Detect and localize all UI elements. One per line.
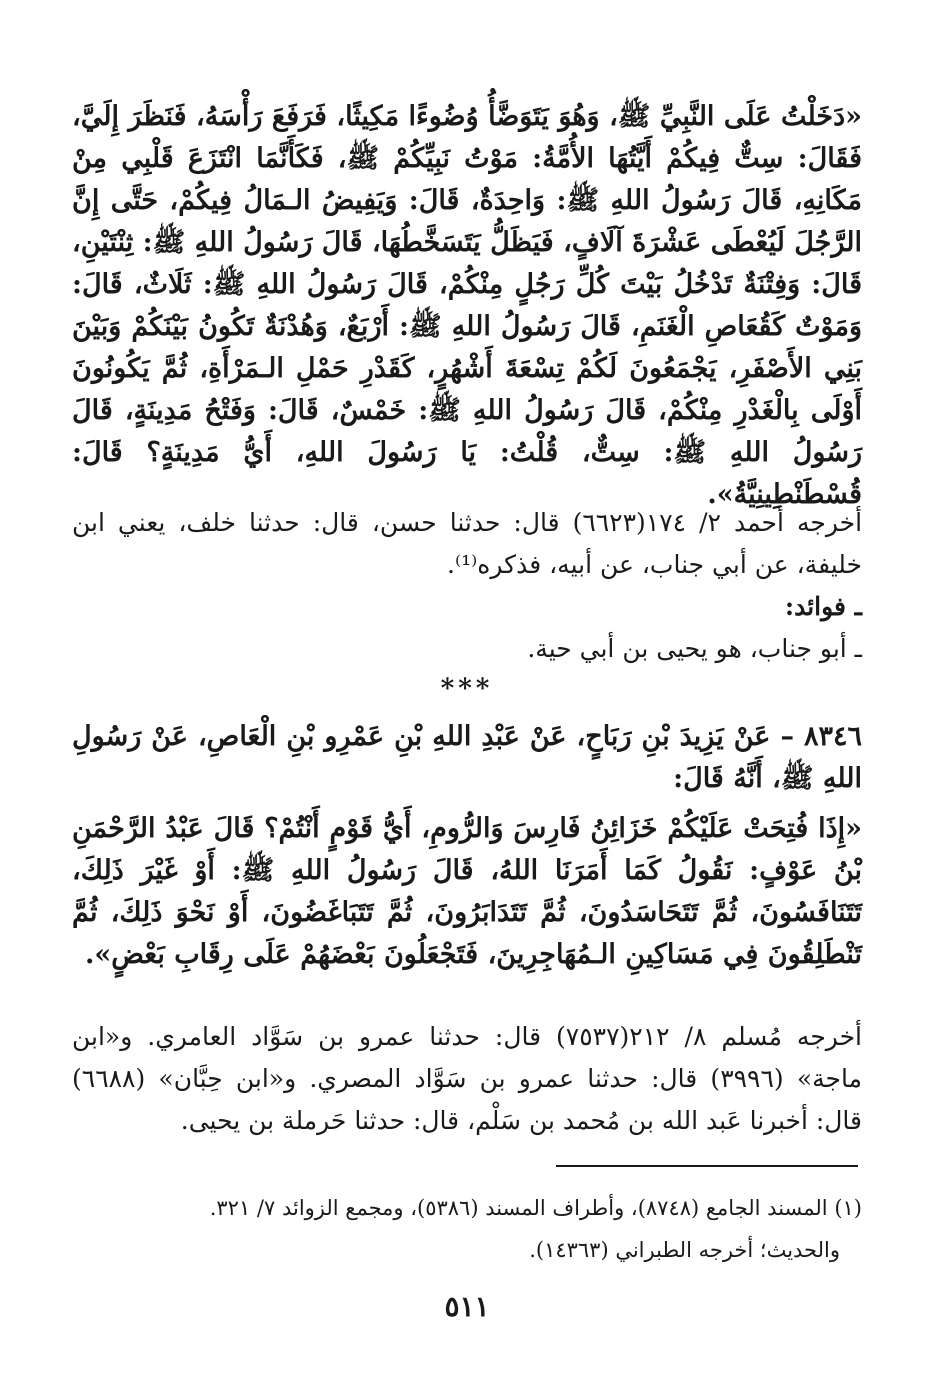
footnote-1: (١) المسند الجامع (٨٧٤٨)، وأطراف المسند (٥٣٨٦)، ومجمع الزوائد ٧/ ٣٢١. <box>209 1196 862 1220</box>
footnote-1-continuation: والحديث؛ أخرجه الطبراني (١٤٣٦٣). <box>529 1238 840 1262</box>
hadith-2-header: ٨٣٤٦ – عَنْ يَزِيدَ بْنِ رَبَاحٍ، عَنْ عَبْدِ اللهِ بْنِ عَمْرِو بْنِ الْعَاصِ، عَنْ رَسُولِ اللهِ ﷺ، أَنَّهُ قَالَ: <box>72 721 862 794</box>
hadith-2-takhrij: أخرجه مُسلم ٨/ ٢١٢(٧٥٣٧) قال: حدثنا عمرو بن سَوَّاد العامري. و«ابن ماجة» (٣٩٩٦) قال: حدثنا عمرو بن سَوَّاد المصري. و«ابن حِبَّان» (٦٦٨٨) قال: أخبرنا عَبد الله بن مُحمد بن سَلْم، قال: حدثنا حَرملة بن يحيى. <box>72 1022 862 1135</box>
fawaid-item: ـ أبو جناب، هو يحيى بن أبي حية. <box>527 634 862 663</box>
hadith-2-matn: «إِذَا فُتِحَتْ عَلَيْكُمْ خَزَائِنُ فَارِسَ وَالرُّومِ، أَيُّ قَوْمٍ أَنْتُمْ؟ قَالَ عَبْدُ الرَّحْمَنِ بْنُ عَوْفٍ: نَقُولُ كَمَا أَمَرَنَا اللهُ، قَالَ رَسُولُ اللهِ ﷺ: أَوْ غَيْرَ ذَلِكَ، تَتَنَافَسُونَ، ثُمَّ تَتَحَاسَدُونَ، ثُمَّ تَتَدَابَرُونَ، ثُمَّ تَتَبَاغَضُونَ، أَوْ نَحْوَ ذَلِكَ، ثُمَّ تَنْطَلِقُونَ فِي مَسَاكِينِ الـمُهَاجِرِينَ، فَتَجْعَلُونَ بَعْضَهُمْ عَلَى رِقَابِ بَعْضٍ». <box>72 813 862 970</box>
hadith-1-takhrij: أخرجه أحمد ٢/ ١٧٤(٦٦٢٣) قال: حدثنا حسن، قال: حدثنا خلف، يعني ابن خليفة، عن أبي جناب، عن أبيه، فذكره⁽¹⁾. <box>72 508 863 579</box>
fawaid-heading: ـ فوائد: <box>784 592 862 621</box>
section-separator: *** <box>440 674 494 704</box>
hadith-1-matn: «دَخَلْتُ عَلَى النَّبِيِّ ﷺ، وَهُوَ يَتَوَضَّأُ وُضُوءًا مَكِيثًا، فَرَفَعَ رَأْسَهُ، فَنَظَرَ إِلَيَّ، فَقَالَ: سِتٌّ فِيكُمْ أَيَّتُهَا الأُمَّةُ: مَوْتُ نَبِيِّكُمْ ﷺ، فَكَأَنَّمَا انْتَزَعَ قَلْبِي مِنْ مَكَانِهِ، قَالَ رَسُولُ اللهِ ﷺ: وَاحِدَةٌ، قَالَ: وَيَفِيضُ الـمَالُ فِيكُمْ، حَتَّى إِنَّ الرَّجُلَ لَيُعْطَى عَشْرَةَ آلَافٍ، فَيَظَلُّ يَتَسَخَّطُهَا، قَالَ رَسُولُ اللهِ ﷺ: ثِنْتَيْنِ، قَالَ: وَفِتْنَةٌ تَدْخُلُ بَيْتَ كُلِّ رَجُلٍ مِنْكُمْ، قَالَ رَسُولُ اللهِ ﷺ: ثَلَاثٌ، قَالَ: وَمَوْتٌ كَقُعَاصِ الْغَنَمِ، قَالَ رَسُولُ اللهِ ﷺ: أَرْبَعٌ، وَهُدْنَةٌ تَكُونُ بَيْنَكُمْ وَبَيْنَ بَنِي الأَصْفَرِ، يَجْمَعُونَ لَكُمْ تِسْعَةَ أَشْهُرٍ، كَقَدْرِ حَمْلِ الـمَرْأَةِ، ثُمَّ يَكُونُونَ أَوْلَى بِالْغَدْرِ مِنْكُمْ، قَالَ رَسُولُ اللهِ ﷺ: خَمْسٌ، قَالَ: وَفَتْحُ مَدِينَةٍ، قَالَ رَسُولُ اللهِ ﷺ: سِتٌّ، قُلْتُ: يَا رَسُولَ اللهِ، أَيُّ مَدِينَةٍ؟ قَالَ: قُسْطَنْطِينِيَّةُ». <box>72 101 863 510</box>
page-number: ٥١١ <box>444 1290 490 1323</box>
footnote-divider <box>556 1165 858 1167</box>
